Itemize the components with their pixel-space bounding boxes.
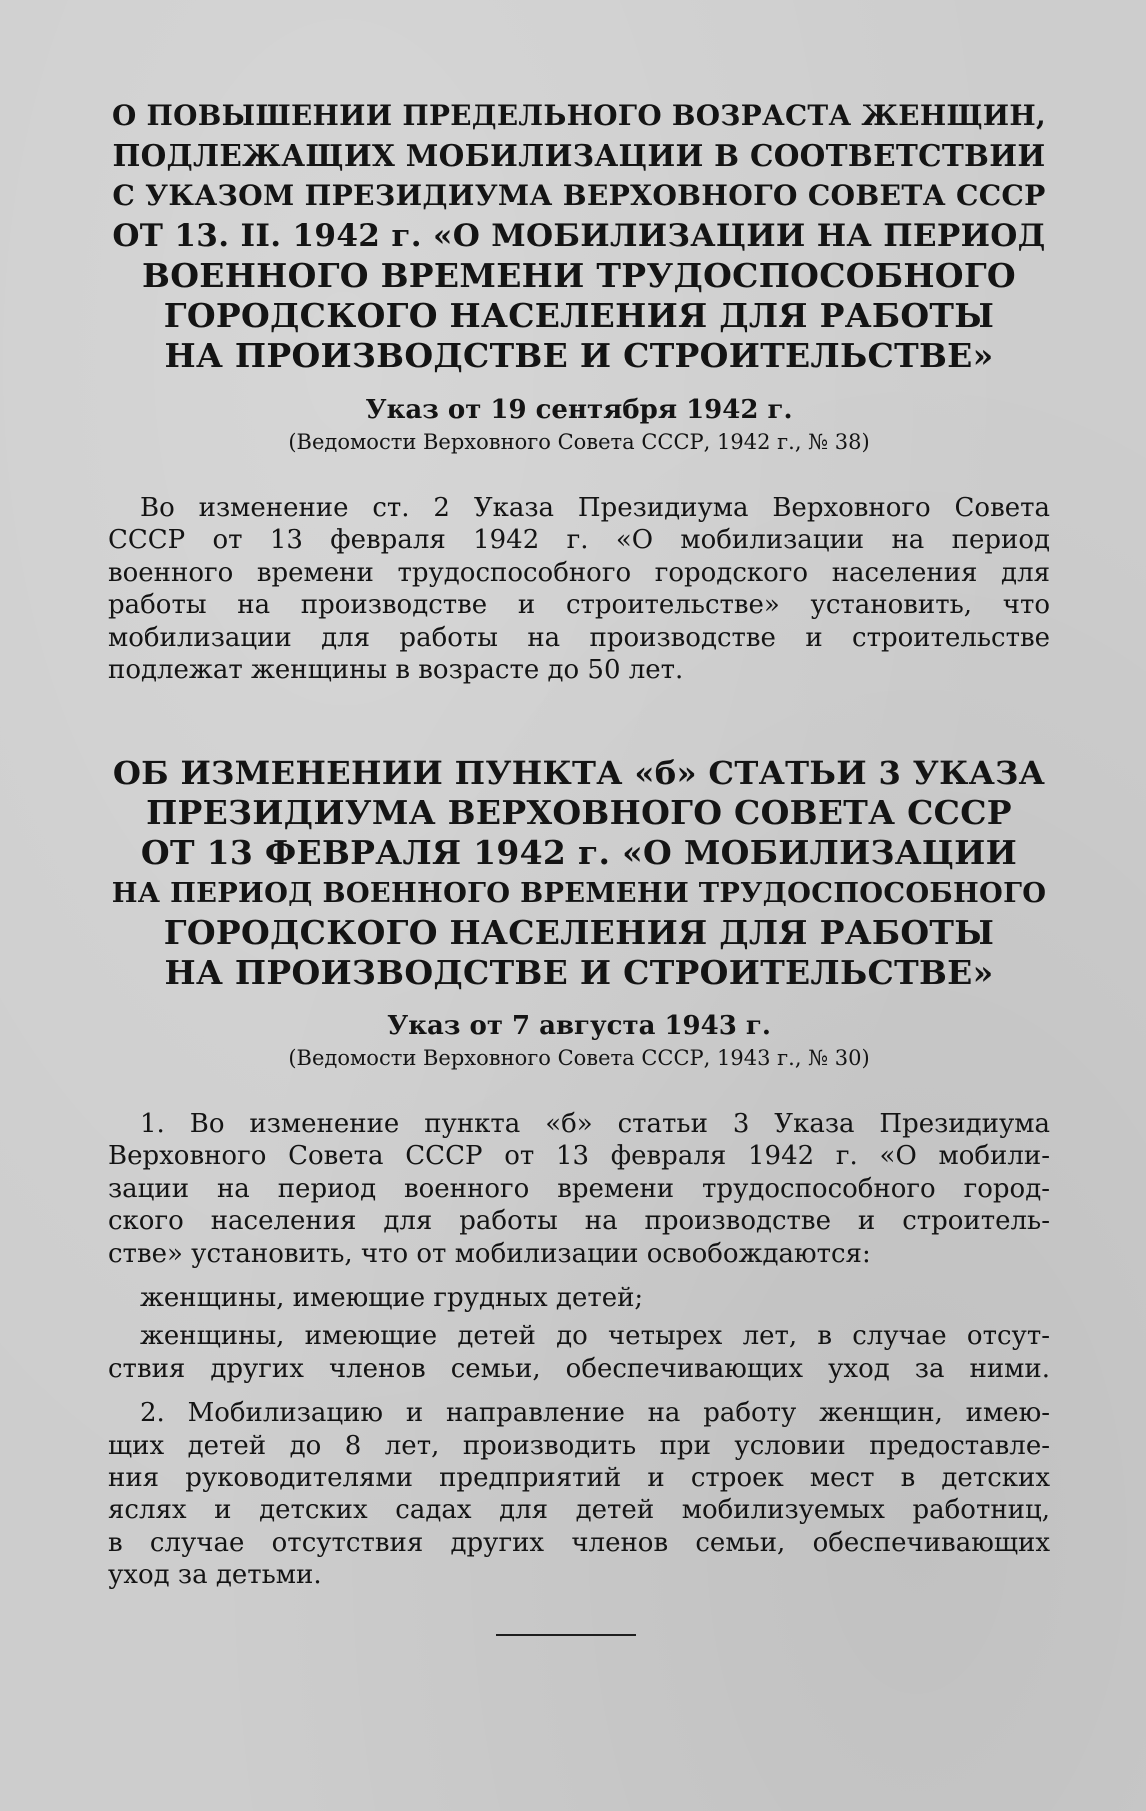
- paragraph-line: Верховного Совета СССР от 13 февраля 1942 г. «О мобили-: [108, 1141, 1050, 1172]
- section2-item1-sub1: [108, 1282, 1050, 1314]
- heading-line: ПРЕЗИДИУМА ВЕРХОВНОГО СОВЕТА СССР: [146, 793, 1012, 832]
- paragraph-line: 2. Мобилизацию и направление на работу женщин, имею-: [140, 1398, 1050, 1429]
- paragraph-line: мобилизации для работы на производстве и строительстве: [108, 622, 1050, 653]
- section1-source: (Ведомости Верховного Совета СССР, 1942 г., № 38): [288, 430, 870, 454]
- paragraph-line: подлежат женщины в возрасте до 50 лет.: [108, 655, 684, 686]
- heading-line: ГОРОДСКОГО НАСЕЛЕНИЯ ДЛЯ РАБОТЫ: [163, 913, 995, 952]
- section2-item1-sub2: [108, 1320, 1050, 1385]
- paragraph-line: щих детей до 8 лет, производить при условии предоставле-: [108, 1430, 1050, 1461]
- heading-line: НА ПЕРИОД ВОЕННОГО ВРЕМЕНИ ТРУДОСПОСОБНОГО: [111, 877, 1047, 909]
- paragraph-line: Во изменение ст. 2 Указа Президиума Верховного Совета: [140, 493, 1050, 523]
- paragraph-line: ния руководителями предприятий и строек мест в детских: [108, 1463, 1050, 1494]
- heading-line: ОТ 13 ФЕВРАЛЯ 1942 г. «О МОБИЛИЗАЦИИ: [140, 833, 1018, 872]
- section1-title: [108, 96, 1050, 376]
- section2-item1: [108, 1108, 1050, 1270]
- section2-source: (Ведомости Верховного Совета СССР, 1943 г., № 30): [288, 1046, 870, 1070]
- paragraph-line: СССР от 13 февраля 1942 г. «О мобилизации на период: [108, 525, 1050, 556]
- heading-line: ПОДЛЕЖАЩИХ МОБИЛИЗАЦИИ В СООТВЕТСТВИИ: [112, 138, 1046, 173]
- section2-decree-block: [108, 1009, 1050, 1073]
- heading-line: О ПОВЫШЕНИИ ПРЕДЕЛЬНОГО ВОЗРАСТА ЖЕНЩИН,: [111, 99, 1047, 132]
- section2-title: [108, 753, 1050, 993]
- section2-heading: [108, 753, 1050, 993]
- paragraph-line: зации на период военного времени трудоспособного город-: [108, 1173, 1050, 1204]
- paragraph-line: ствия других членов семьи, обеспечивающих уход за ними.: [108, 1353, 1050, 1384]
- paragraph-line: 1. Во изменение пункта «б» статьи 3 Указа Президиума: [140, 1109, 1050, 1139]
- paragraph-line: в случае отсутствия других членов семьи, обеспечивающих: [108, 1527, 1050, 1558]
- heading-line: НА ПРОИЗВОДСТВЕ И СТРОИТЕЛЬСТВЕ»: [164, 336, 994, 375]
- heading-line: НА ПРОИЗВОДСТВЕ И СТРОИТЕЛЬСТВЕ»: [164, 953, 994, 992]
- paragraph-line: женщины, имеющие грудных детей;: [140, 1283, 644, 1314]
- section1-decree: Указ от 19 сентября 1942 г.: [365, 395, 793, 425]
- paragraph-line: ского населения для работы на производстве и строитель-: [108, 1206, 1050, 1237]
- section1-heading: [108, 96, 1050, 376]
- section2-body: [108, 1108, 1050, 1592]
- footnote-divider: [496, 1634, 636, 1636]
- section1-paragraph: [108, 492, 1050, 686]
- paragraph-line: военного времени трудоспособного городского населения для: [108, 557, 1050, 588]
- heading-line: С УКАЗОМ ПРЕЗИДИУМА ВЕРХОВНОГО СОВЕТА СССР: [112, 179, 1046, 212]
- section2-decree: Указ от 7 августа 1943 г.: [387, 1011, 771, 1041]
- section2-item2: [108, 1397, 1050, 1591]
- heading-line: ОБ ИЗМЕНЕНИИ ПУНКТА «б» СТАТЬИ 3 УКАЗА: [112, 754, 1046, 792]
- paragraph-line: уход за детьми.: [108, 1560, 322, 1591]
- heading-line: ВОЕННОГО ВРЕМЕНИ ТРУДОСПОСОБНОГО: [142, 256, 1016, 295]
- heading-line: ОТ 13. II. 1942 г. «О МОБИЛИЗАЦИИ НА ПЕРИОД: [112, 218, 1046, 254]
- heading-line: ГОРОДСКОГО НАСЕЛЕНИЯ ДЛЯ РАБОТЫ: [163, 296, 995, 335]
- section1-decree-block: [108, 393, 1050, 457]
- paragraph-line: женщины, имеющие детей до четырех лет, в случае отсут-: [140, 1321, 1050, 1352]
- paragraph-line: работы на производстве и строительстве» установить, что: [108, 590, 1050, 621]
- paragraph-line: стве» установить, что от мобилизации освобождаются:: [108, 1238, 871, 1269]
- paragraph-line: яслях и детских садах для детей мобилизуемых работниц,: [108, 1495, 1050, 1526]
